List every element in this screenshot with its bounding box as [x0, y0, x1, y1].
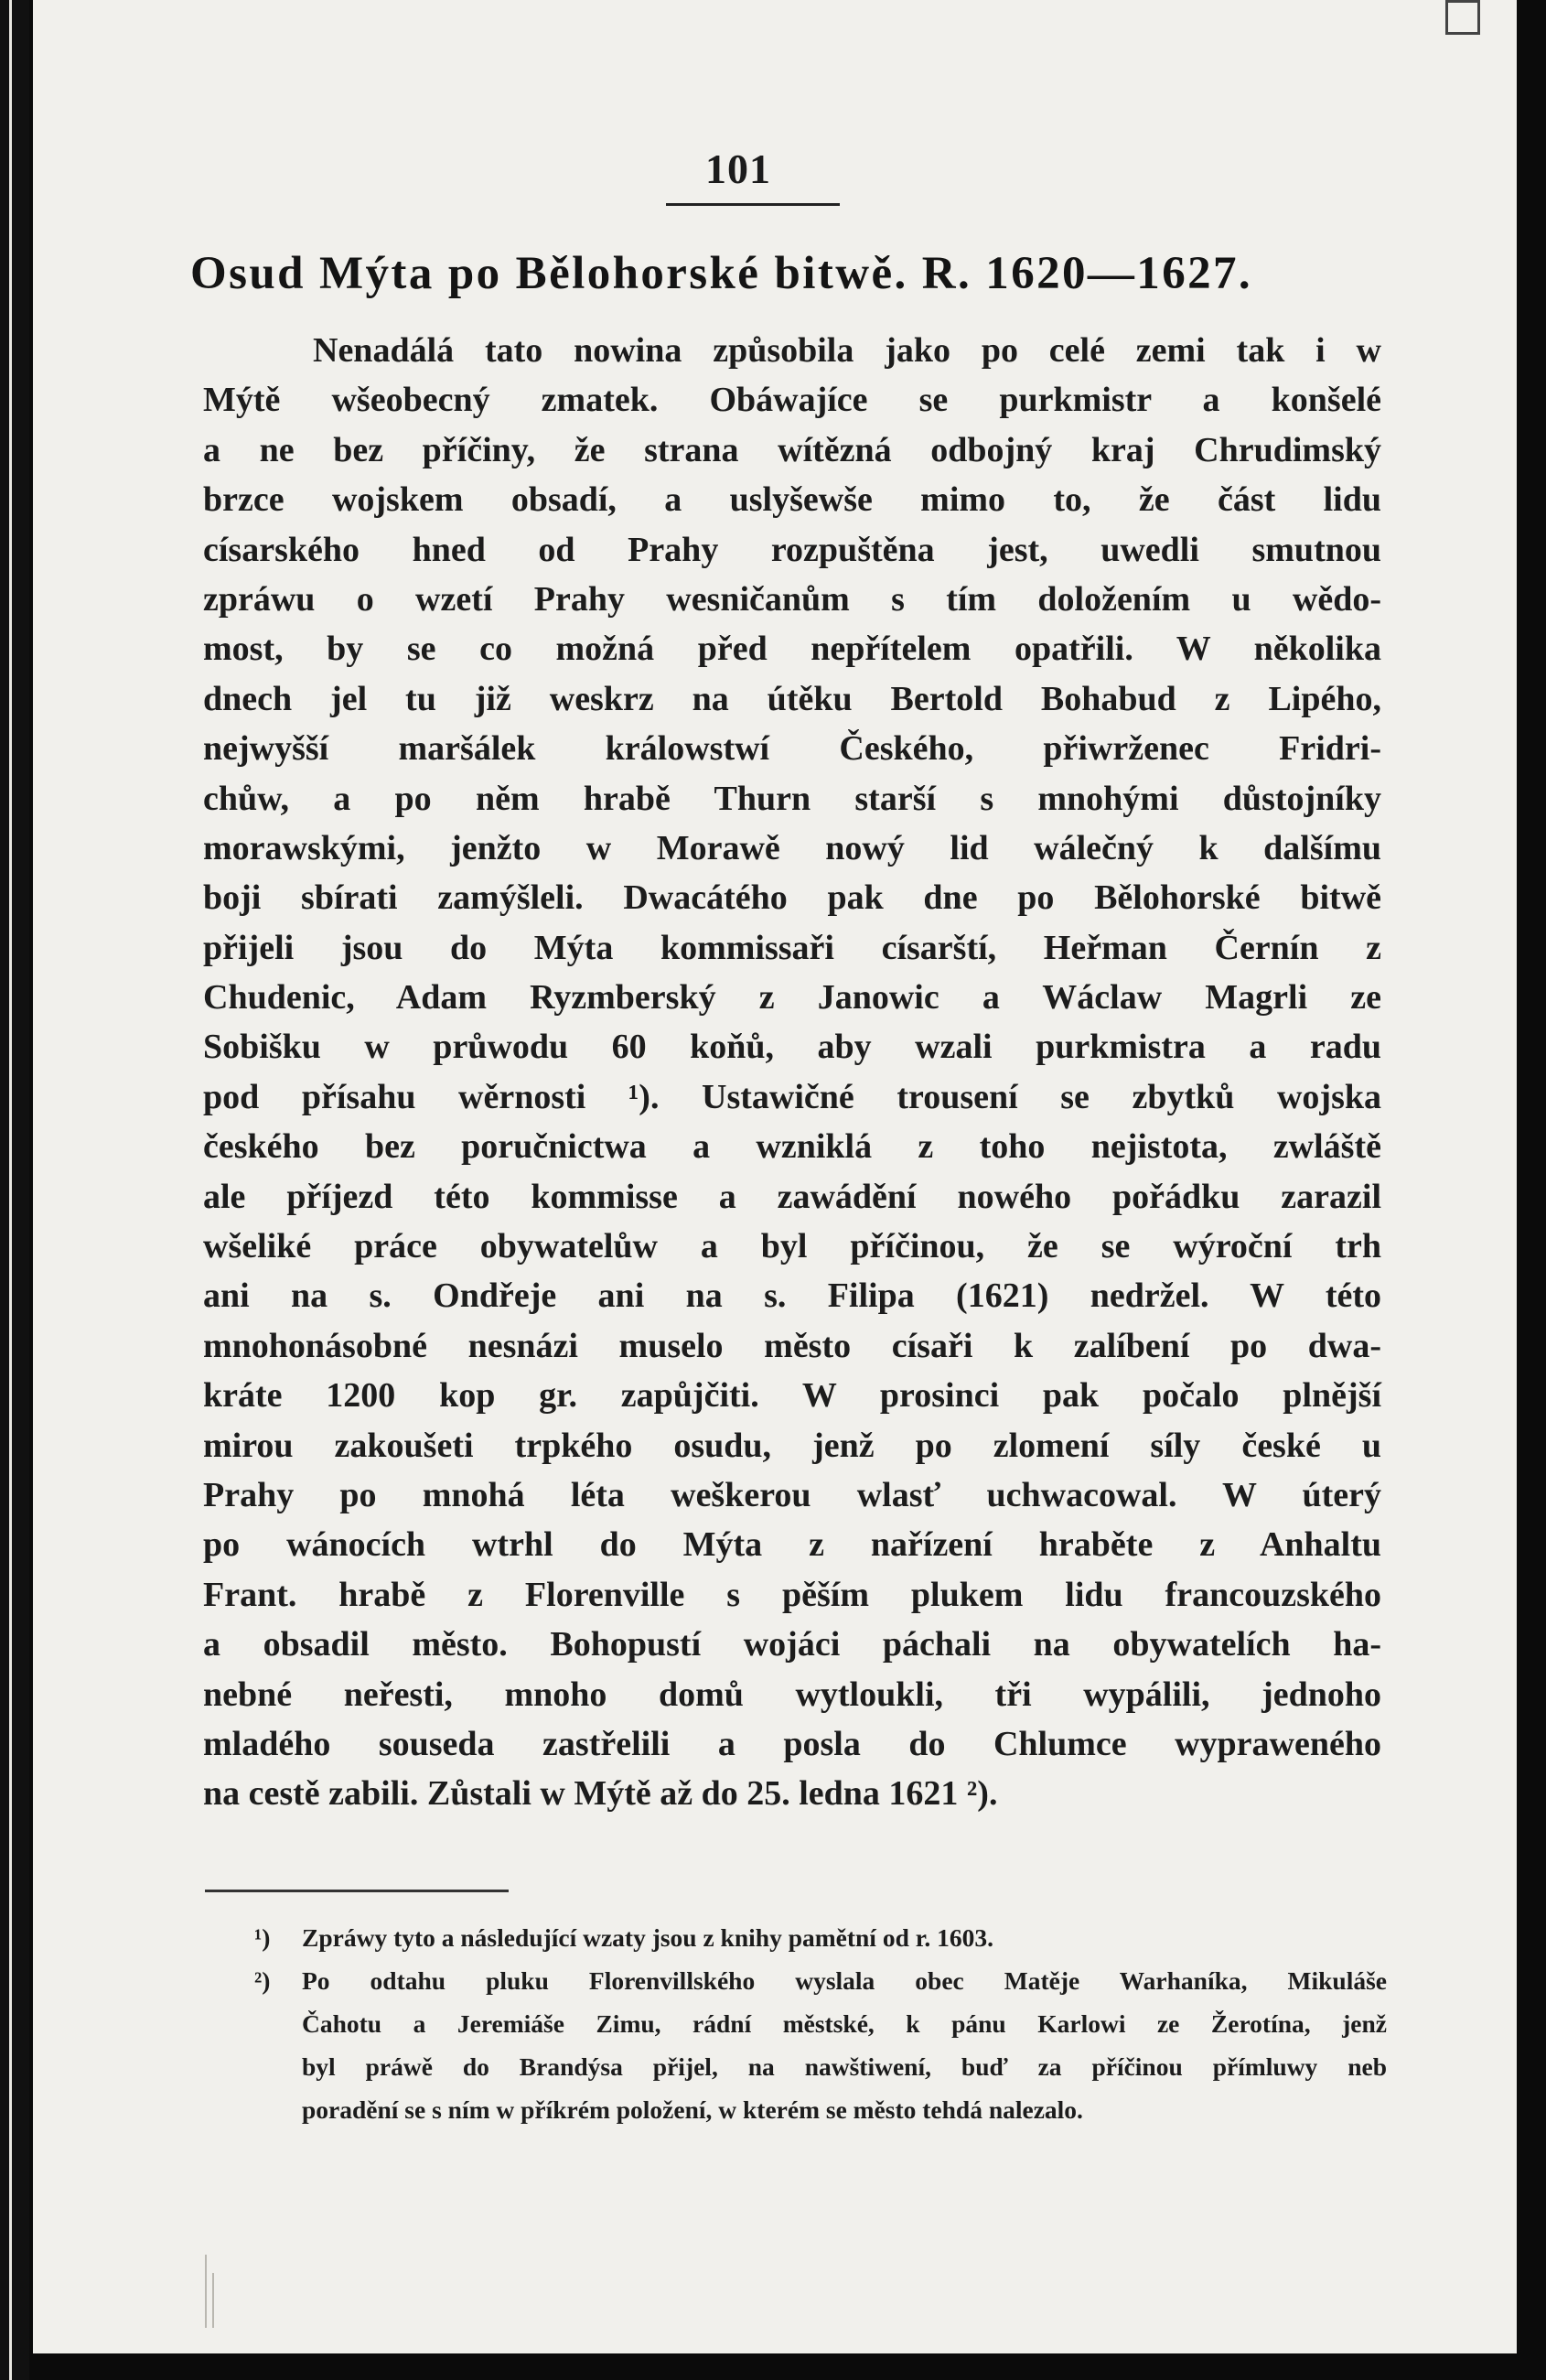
text-line: Chudenic, Adam Ryzmberský z Janowic a Wáclaw Magrli ze — [203, 978, 1381, 1018]
page-number-rule — [666, 203, 840, 206]
text-line: Prahy po mnohá léta weškerou wlasť uchwacowal. W úterý — [203, 1475, 1381, 1514]
footnote-line — [243, 1916, 1387, 1959]
footnote-text: Zpráwy tyto a následující wzaty jsou z knihy pamětní od r. 1603. — [302, 1923, 994, 1952]
footnote-line — [243, 2045, 1387, 2088]
text-line: Frant. hrabě z Florenville s pěším plukem lidu francouzského — [203, 1575, 1381, 1614]
text-line: ani na s. Ondřeje ani na s. Filipa (1621) nedržel. W této — [203, 1276, 1381, 1316]
text-line: Nenadálá tato nowina způsobila jako po celé zemi tak i w — [313, 331, 1381, 370]
text-line: mirou zakoušeti trpkého osudu, jenž po zlomení síly české u — [203, 1426, 1381, 1465]
page-number: 101 — [705, 145, 771, 192]
scan-left-margin — [0, 0, 29, 2380]
text-line: nejwyšší maršálek králowstwí Českého, přiwrženec Fridri- — [203, 729, 1381, 769]
text-line: a obsadil město. Bohopustí wojáci páchali na obywatelích ha- — [203, 1625, 1381, 1664]
footnote-text: byl práwě do Brandýsa přijel, na nawštiwení, buď za příčinou přímluwy neb — [302, 2052, 1387, 2081]
text-line: Mýtě wšeobecný zmatek. Obáwajíce se purkmistr a konšelé — [203, 381, 1381, 420]
footnote-line — [243, 1959, 1387, 2002]
text-line: wšeliké práce obywatelůw a byl příčinou, že se wýroční trh — [203, 1227, 1381, 1266]
scan-artifact — [205, 2255, 207, 2328]
text-line: Sobišku w průwodu 60 koňů, aby wzali purkmistra a radu — [203, 1028, 1381, 1067]
book-page — [33, 0, 1517, 2353]
footnote-separator — [205, 1890, 509, 1892]
text-line: přijeli jsou do Mýta kommissaři císarští, Heřman Černín z — [203, 928, 1381, 967]
text-line: českého bez poručnictwa a wzniklá z toho nejistota, zwláště — [203, 1127, 1381, 1167]
text-line: na cestě zabili. Zůstali w Mýtě až do 25. ledna 1621 ²). — [203, 1774, 998, 1814]
text-line: chůw, a po něm hrabě Thurn starší s mnohými důstojníky — [203, 779, 1381, 818]
text-line: kráte 1200 kop gr. zapůjčiti. W prosinci pak počalo plnější — [203, 1376, 1381, 1416]
footnotes — [243, 1916, 1387, 2131]
text-line: po wánocích wtrhl do Mýta z nařízení hraběte z Anhaltu — [203, 1525, 1381, 1565]
text-line: most, by se co možná před nepřítelem opatřili. W několika — [203, 630, 1381, 669]
footnote-text: poradění se s ním w příkrém položení, w kterém se město tehdá nalezalo. — [302, 2095, 1083, 2124]
footnote-marker: ²) — [254, 1966, 271, 1995]
text-line: mnohonásobné nesnázi muselo město císaři k zalíbení po dwa- — [203, 1326, 1381, 1365]
text-line: brzce wojskem obsadí, a uslyšewše mimo to, že část lidu — [203, 480, 1381, 520]
chapter-heading: Osud Mýta po Bělohorské bitwě. R. 1620—1627. — [190, 248, 1253, 299]
body-text — [203, 326, 1381, 1819]
footnote-marker: ¹) — [254, 1923, 271, 1952]
text-line: ale příjezd této kommisse a zawádění nowého pořádku zarazil — [203, 1177, 1381, 1216]
text-line: a ne bez příčiny, že strana wítězná odbojný kraj Chrudimský — [203, 430, 1381, 469]
binding-edge-line — [9, 0, 12, 2380]
text-line: pod přísahu wěrnosti ¹). Ustawičné trousení se zbytků wojska — [203, 1077, 1381, 1116]
footnote-text: Po odtahu pluku Florenvillského wyslala obec Matěje Warhaníka, Mikuláše — [302, 1966, 1387, 1995]
scan-artifact — [212, 2273, 214, 2328]
scan-corner-mark — [1445, 0, 1480, 35]
footnote-line — [243, 2088, 1387, 2131]
text-line: nebné neřesti, mnoho domů wytloukli, tři wypálili, jednoho — [203, 1675, 1381, 1714]
text-line: boji sbírati zamýšleli. Dwacátého pak dne po Bělohorské bitwě — [203, 878, 1381, 918]
text-line: morawskými, jenžto w Morawě nowý lid wálečný k dalšímu — [203, 828, 1381, 867]
footnote-line — [243, 2002, 1387, 2045]
text-line: císarského hned od Prahy rozpuštěna jest, uwedli smutnou — [203, 530, 1381, 569]
footnote-text: Čahotu a Jeremiáše Zimu, rádní městské, k pánu Karlowi ze Žerotína, jenž — [302, 2009, 1387, 2038]
text-line: zpráwu o wzetí Prahy wesničanům s tím doložením u wědo- — [203, 579, 1381, 619]
text-line: mladého souseda zastřelili a posla do Chlumce wypraweného — [203, 1724, 1381, 1763]
text-line: dnech jel tu již weskrz na útěku Bertold Bohabud z Lipého, — [203, 679, 1381, 718]
